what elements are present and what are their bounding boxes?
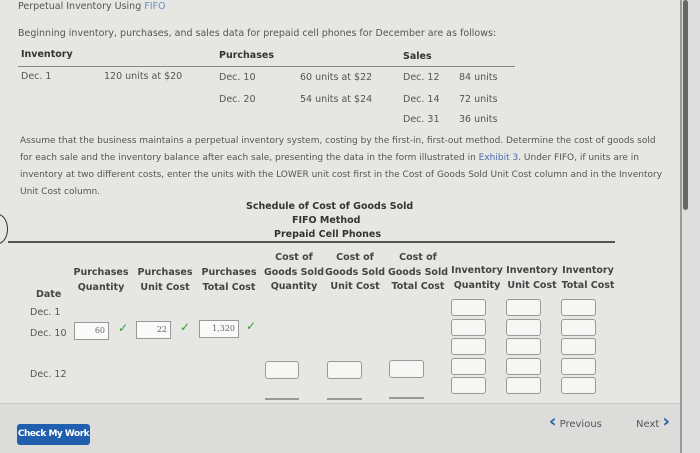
- previous-button[interactable]: [549, 413, 602, 434]
- partial-input[interactable]: [265, 398, 299, 400]
- col-inventory-quantity: Inventory Quantity: [451, 265, 503, 291]
- col-inventory-total-cost: Inventory Total Cost: [561, 265, 615, 291]
- schedule-title: Schedule of Cost of Goods Sold: [246, 201, 414, 212]
- instructions-text: . Under FIFO, if units are in inventory at two different costs, enter the units with the LOWER unit cost first in the Cost of Goods Sold Unit Cost column and in the Inventory Unit Cost column.: [20, 153, 663, 197]
- chevron-right-icon: ›: [662, 411, 670, 432]
- page-title: [18, 1, 165, 12]
- purchase-date: Dec. 10: [219, 72, 256, 83]
- divider: [18, 66, 515, 67]
- check-icon: ✓: [118, 321, 129, 335]
- inventory-quantity-input[interactable]: [451, 319, 486, 336]
- col-inventory-unit-cost: Inventory Unit Cost: [506, 265, 558, 291]
- partial-input[interactable]: [389, 397, 424, 399]
- next-button[interactable]: [636, 413, 670, 434]
- sale-desc: 36 units: [459, 114, 498, 125]
- panel-edge: [0, 214, 8, 244]
- header-inventory: Inventory: [21, 49, 73, 60]
- inv-date: Dec. 1: [21, 71, 52, 82]
- schedule-product: Prepaid Cell Phones: [274, 229, 382, 240]
- dec10-purchases-total-cost-input[interactable]: 1,320: [199, 320, 239, 338]
- inventory-unit-cost-input[interactable]: [506, 338, 541, 355]
- chevron-left-icon: ‹: [549, 411, 557, 432]
- sale-date: Dec. 31: [403, 114, 440, 125]
- instructions-text: Assume that the business maintains a perpetual inventory system, costing by the first-in, first-out method. Determine the cost of goods sold for each sale and the inventory balance after each sale, presenting the data in the form illustrated in: [20, 136, 656, 163]
- row-date-dec1: Dec. 1: [30, 307, 61, 318]
- check-icon: ✓: [180, 320, 191, 334]
- dec12-cogs-total-cost-input[interactable]: [389, 360, 424, 378]
- inventory-quantity-input[interactable]: [451, 358, 486, 375]
- col-date: Date: [36, 289, 62, 300]
- col-cogs-quantity: Cost of Goods Sold Quantity: [263, 252, 325, 292]
- col-purchases-quantity: Purchases Quantity: [73, 267, 129, 293]
- header-purchases: Purchases: [219, 50, 274, 61]
- purchase-desc: 60 units at $22: [300, 72, 373, 83]
- divider: [8, 241, 615, 243]
- inventory-unit-cost-input[interactable]: [506, 358, 541, 375]
- previous-label: Previous: [559, 419, 602, 430]
- dec12-cogs-unit-cost-input[interactable]: [327, 361, 362, 379]
- header-sales: Sales: [403, 51, 432, 62]
- exhibit-link[interactable]: Exhibit 3: [478, 153, 519, 163]
- instructions: [20, 133, 670, 201]
- inventory-unit-cost-input[interactable]: [506, 319, 541, 336]
- dec10-purchases-unit-cost-input[interactable]: 22: [136, 321, 171, 339]
- inventory-unit-cost-input[interactable]: [506, 299, 541, 316]
- inventory-quantity-input[interactable]: [451, 338, 486, 355]
- col-cogs-total-cost: Cost of Goods Sold Total Cost: [387, 252, 449, 292]
- sale-date: Dec. 12: [403, 72, 440, 83]
- purchase-desc: 54 units at $24: [300, 94, 373, 105]
- col-purchases-unit-cost: Purchases Unit Cost: [137, 267, 193, 293]
- row-date-dec12: Dec. 12: [30, 369, 67, 380]
- sale-desc: 72 units: [459, 94, 498, 105]
- dec12-cogs-quantity-input[interactable]: [265, 361, 299, 379]
- schedule-method: FIFO Method: [292, 215, 361, 226]
- col-cogs-unit-cost: Cost of Goods Sold Unit Cost: [324, 252, 386, 292]
- sale-date: Dec. 14: [403, 94, 440, 105]
- inventory-total-cost-input[interactable]: [561, 377, 596, 394]
- inventory-unit-cost-input[interactable]: [506, 377, 541, 394]
- check-icon: ✓: [246, 319, 257, 333]
- scrollbar-thumb[interactable]: [683, 0, 688, 210]
- check-my-work-button[interactable]: Check My Work: [17, 424, 90, 445]
- inv-desc: 120 units at $20: [104, 71, 183, 82]
- inventory-total-cost-input[interactable]: [561, 299, 596, 316]
- sale-desc: 84 units: [459, 72, 498, 83]
- row-date-dec10: Dec. 10: [30, 328, 67, 339]
- inventory-total-cost-input[interactable]: [561, 319, 596, 336]
- inventory-total-cost-input[interactable]: [561, 338, 596, 355]
- fifo-link[interactable]: FIFO: [144, 1, 166, 12]
- inventory-total-cost-input[interactable]: [561, 358, 596, 375]
- next-label: Next: [636, 419, 660, 430]
- partial-input[interactable]: [327, 398, 362, 400]
- title-text: Perpetual Inventory Using: [18, 1, 145, 12]
- purchase-date: Dec. 20: [219, 94, 256, 105]
- col-purchases-total-cost: Purchases Total Cost: [201, 267, 257, 293]
- inventory-quantity-input[interactable]: [451, 299, 486, 316]
- intro-text: Beginning inventory, purchases, and sales data for prepaid cell phones for December are as follows:: [18, 28, 497, 39]
- inventory-quantity-input[interactable]: [451, 377, 486, 394]
- dec10-purchases-quantity-input[interactable]: 60: [74, 322, 109, 340]
